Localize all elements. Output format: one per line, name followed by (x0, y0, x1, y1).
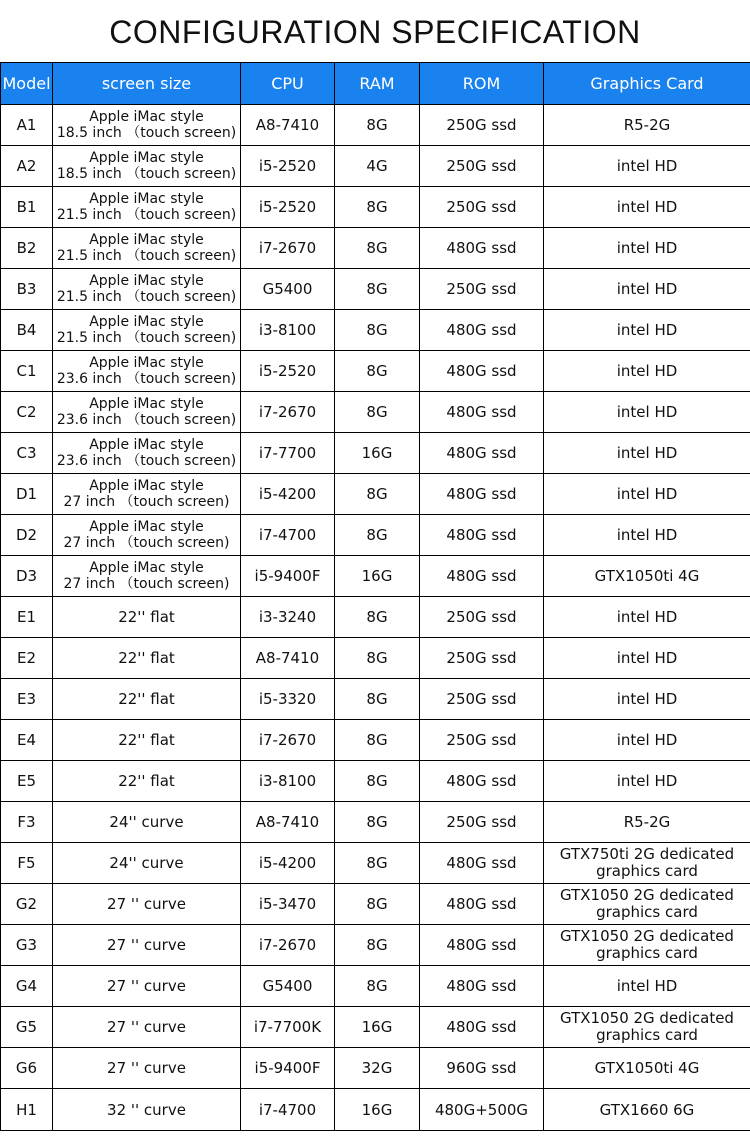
cpu-cell: i5-2520 (241, 187, 335, 228)
graphics-card-cell: intel HD (544, 146, 750, 187)
ram-cell: 8G (335, 884, 420, 925)
model-cell: E5 (1, 761, 53, 802)
model-cell: G2 (1, 884, 53, 925)
model-cell: G6 (1, 1048, 53, 1089)
graphics-card-cell: intel HD (544, 433, 750, 474)
ram-cell: 8G (335, 269, 420, 310)
cpu-cell: A8-7410 (241, 638, 335, 679)
table-body (1, 105, 750, 1131)
graphics-card-cell: intel HD (544, 310, 750, 351)
table-row (1, 310, 750, 351)
screen-size-cell (53, 556, 241, 597)
cpu-cell: A8-7410 (241, 105, 335, 146)
ram-cell: 8G (335, 638, 420, 679)
screen-size-cell (53, 310, 241, 351)
rom-cell: 480G ssd (420, 310, 544, 351)
rom-cell: 480G ssd (420, 884, 544, 925)
screen-size-cell (53, 187, 241, 228)
table-row (1, 433, 750, 474)
screen-size-cell-line: Apple iMac style (89, 560, 204, 576)
screen-size-cell-line: 21.5 inch （touch screen) (56, 207, 237, 223)
screen-size-cell-line: 18.5 inch （touch screen) (56, 166, 237, 182)
table-row (1, 638, 750, 679)
model-cell: D1 (1, 474, 53, 515)
ram-cell: 16G (335, 556, 420, 597)
graphics-card-cell-line: graphics card (596, 944, 698, 962)
ram-cell: 8G (335, 105, 420, 146)
screen-size-cell-line: 23.6 inch （touch screen) (56, 453, 237, 469)
screen-size-cell-line: 21.5 inch （touch screen) (56, 248, 237, 264)
model-cell: C3 (1, 433, 53, 474)
table-row (1, 392, 750, 433)
graphics-card-cell: intel HD (544, 474, 750, 515)
table-row (1, 1007, 750, 1048)
model-cell: F5 (1, 843, 53, 884)
cpu-cell: i3-8100 (241, 310, 335, 351)
cpu-cell: i7-4700 (241, 1089, 335, 1131)
graphics-card-cell-line: GTX1050 2G dedicated (560, 1009, 734, 1027)
table-row (1, 761, 750, 802)
spec-table (0, 62, 750, 1131)
model-cell: A1 (1, 105, 53, 146)
column-header-rom: ROM (420, 63, 544, 105)
screen-size-cell (53, 474, 241, 515)
screen-size-cell-line: Apple iMac style (89, 519, 204, 535)
graphics-card-cell: intel HD (544, 761, 750, 802)
ram-cell: 8G (335, 802, 420, 843)
graphics-card-cell-line: GTX750ti 2G dedicated (559, 845, 735, 863)
screen-size-cell-line: Apple iMac style (89, 355, 204, 371)
graphics-card-cell-line: graphics card (596, 1026, 698, 1044)
ram-cell: 8G (335, 474, 420, 515)
table-row (1, 269, 750, 310)
model-cell: C2 (1, 392, 53, 433)
screen-size-cell: 27 '' curve (53, 884, 241, 925)
table-header (1, 63, 750, 105)
graphics-card-cell (544, 843, 750, 884)
graphics-card-cell-line: graphics card (596, 903, 698, 921)
ram-cell: 8G (335, 310, 420, 351)
rom-cell: 250G ssd (420, 146, 544, 187)
screen-size-cell-line: 18.5 inch （touch screen) (56, 125, 237, 141)
rom-cell: 480G ssd (420, 761, 544, 802)
screen-size-cell: 22'' flat (53, 597, 241, 638)
model-cell: F3 (1, 802, 53, 843)
model-cell: E3 (1, 679, 53, 720)
rom-cell: 250G ssd (420, 269, 544, 310)
cpu-cell: i7-2670 (241, 228, 335, 269)
screen-size-cell (53, 515, 241, 556)
rom-cell: 250G ssd (420, 802, 544, 843)
graphics-card-cell: intel HD (544, 720, 750, 761)
table-row (1, 105, 750, 146)
graphics-card-cell (544, 1007, 750, 1048)
screen-size-cell: 24'' curve (53, 802, 241, 843)
graphics-card-cell: intel HD (544, 392, 750, 433)
graphics-card-cell: GTX1050ti 4G (544, 556, 750, 597)
table-row (1, 884, 750, 925)
screen-size-cell-line: Apple iMac style (89, 150, 204, 166)
ram-cell: 8G (335, 966, 420, 1007)
screen-size-cell (53, 433, 241, 474)
screen-size-cell-line: 27 inch （touch screen) (63, 494, 230, 510)
cpu-cell: A8-7410 (241, 802, 335, 843)
table-row (1, 966, 750, 1007)
graphics-card-cell: R5-2G (544, 802, 750, 843)
rom-cell: 480G ssd (420, 515, 544, 556)
model-cell: E2 (1, 638, 53, 679)
cpu-cell: i7-2670 (241, 720, 335, 761)
table-row (1, 1048, 750, 1089)
cpu-cell: i5-3320 (241, 679, 335, 720)
column-header-model: Model (1, 63, 53, 105)
screen-size-cell (53, 392, 241, 433)
rom-cell: 250G ssd (420, 638, 544, 679)
screen-size-cell-line: 27 inch （touch screen) (63, 576, 230, 592)
rom-cell: 480G ssd (420, 433, 544, 474)
screen-size-cell (53, 351, 241, 392)
screen-size-cell-line: Apple iMac style (89, 314, 204, 330)
graphics-card-cell: intel HD (544, 679, 750, 720)
cpu-cell: i5-9400F (241, 556, 335, 597)
ram-cell: 8G (335, 843, 420, 884)
screen-size-cell (53, 105, 241, 146)
rom-cell: 480G ssd (420, 351, 544, 392)
graphics-card-cell-line: GTX1050 2G dedicated (560, 927, 734, 945)
ram-cell: 8G (335, 720, 420, 761)
column-header-screen-size: screen size (53, 63, 241, 105)
cpu-cell: G5400 (241, 966, 335, 1007)
screen-size-cell-line: Apple iMac style (89, 273, 204, 289)
graphics-card-cell: intel HD (544, 638, 750, 679)
cpu-cell: i5-4200 (241, 474, 335, 515)
rom-cell: 480G ssd (420, 843, 544, 884)
rom-cell: 250G ssd (420, 720, 544, 761)
model-cell: D2 (1, 515, 53, 556)
ram-cell: 32G (335, 1048, 420, 1089)
cpu-cell: i5-4200 (241, 843, 335, 884)
table-row (1, 597, 750, 638)
screen-size-cell: 27 '' curve (53, 1048, 241, 1089)
screen-size-cell-line: Apple iMac style (89, 232, 204, 248)
model-cell: C1 (1, 351, 53, 392)
table-row (1, 228, 750, 269)
cpu-cell: i7-2670 (241, 392, 335, 433)
model-cell: D3 (1, 556, 53, 597)
header-row (1, 63, 750, 105)
cpu-cell: i5-3470 (241, 884, 335, 925)
table-row (1, 1089, 750, 1131)
graphics-card-cell: intel HD (544, 187, 750, 228)
table-row (1, 843, 750, 884)
ram-cell: 8G (335, 925, 420, 966)
graphics-card-cell: intel HD (544, 228, 750, 269)
screen-size-cell-line: Apple iMac style (89, 396, 204, 412)
ram-cell: 8G (335, 392, 420, 433)
graphics-card-cell: R5-2G (544, 105, 750, 146)
cpu-cell: i5-2520 (241, 351, 335, 392)
rom-cell: 480G+500G (420, 1089, 544, 1131)
ram-cell: 4G (335, 146, 420, 187)
screen-size-cell: 22'' flat (53, 679, 241, 720)
cpu-cell: i7-7700 (241, 433, 335, 474)
ram-cell: 8G (335, 597, 420, 638)
ram-cell: 8G (335, 679, 420, 720)
graphics-card-cell: intel HD (544, 351, 750, 392)
table-row (1, 720, 750, 761)
rom-cell: 480G ssd (420, 228, 544, 269)
cpu-cell: i3-8100 (241, 761, 335, 802)
model-cell: B1 (1, 187, 53, 228)
screen-size-cell-line: Apple iMac style (89, 191, 204, 207)
graphics-card-cell: intel HD (544, 597, 750, 638)
cpu-cell: i3-3240 (241, 597, 335, 638)
cpu-cell: i5-2520 (241, 146, 335, 187)
graphics-card-cell (544, 884, 750, 925)
table-row (1, 351, 750, 392)
rom-cell: 250G ssd (420, 597, 544, 638)
model-cell: B2 (1, 228, 53, 269)
cpu-cell: i7-7700K (241, 1007, 335, 1048)
screen-size-cell: 22'' flat (53, 638, 241, 679)
rom-cell: 480G ssd (420, 966, 544, 1007)
rom-cell: 250G ssd (420, 187, 544, 228)
rom-cell: 960G ssd (420, 1048, 544, 1089)
column-header-graphics-card: Graphics Card (544, 63, 750, 105)
table-row (1, 474, 750, 515)
table-row (1, 146, 750, 187)
cpu-cell: i5-9400F (241, 1048, 335, 1089)
screen-size-cell: 22'' flat (53, 720, 241, 761)
rom-cell: 250G ssd (420, 679, 544, 720)
rom-cell: 480G ssd (420, 392, 544, 433)
table-row (1, 925, 750, 966)
table-row (1, 556, 750, 597)
model-cell: H1 (1, 1089, 53, 1131)
screen-size-cell-line: 23.6 inch （touch screen) (56, 412, 237, 428)
graphics-card-cell: GTX1050ti 4G (544, 1048, 750, 1089)
ram-cell: 16G (335, 1089, 420, 1131)
model-cell: E1 (1, 597, 53, 638)
screen-size-cell-line: 27 inch （touch screen) (63, 535, 230, 551)
model-cell: B3 (1, 269, 53, 310)
screen-size-cell (53, 269, 241, 310)
cpu-cell: i7-2670 (241, 925, 335, 966)
screen-size-cell: 22'' flat (53, 761, 241, 802)
ram-cell: 8G (335, 761, 420, 802)
graphics-card-cell-line: graphics card (596, 862, 698, 880)
model-cell: G4 (1, 966, 53, 1007)
graphics-card-cell: GTX1660 6G (544, 1089, 750, 1131)
screen-size-cell: 24'' curve (53, 843, 241, 884)
screen-size-cell-line: 23.6 inch （touch screen) (56, 371, 237, 387)
model-cell: G3 (1, 925, 53, 966)
model-cell: E4 (1, 720, 53, 761)
rom-cell: 480G ssd (420, 925, 544, 966)
rom-cell: 480G ssd (420, 556, 544, 597)
table-row (1, 515, 750, 556)
ram-cell: 8G (335, 228, 420, 269)
screen-size-cell-line: Apple iMac style (89, 437, 204, 453)
graphics-card-cell-line: GTX1050 2G dedicated (560, 886, 734, 904)
screen-size-cell: 27 '' curve (53, 1007, 241, 1048)
screen-size-cell-line: 21.5 inch （touch screen) (56, 289, 237, 305)
model-cell: A2 (1, 146, 53, 187)
rom-cell: 480G ssd (420, 474, 544, 515)
graphics-card-cell: intel HD (544, 515, 750, 556)
ram-cell: 8G (335, 351, 420, 392)
graphics-card-cell (544, 925, 750, 966)
table-row (1, 187, 750, 228)
model-cell: G5 (1, 1007, 53, 1048)
rom-cell: 480G ssd (420, 1007, 544, 1048)
screen-size-cell: 27 '' curve (53, 966, 241, 1007)
page-title: CONFIGURATION SPECIFICATION (109, 14, 641, 50)
graphics-card-cell: intel HD (544, 269, 750, 310)
ram-cell: 8G (335, 515, 420, 556)
screen-size-cell: 27 '' curve (53, 925, 241, 966)
cpu-cell: i7-4700 (241, 515, 335, 556)
table-row (1, 802, 750, 843)
screen-size-cell (53, 228, 241, 269)
column-header-ram: RAM (335, 63, 420, 105)
ram-cell: 8G (335, 187, 420, 228)
column-header-cpu: CPU (241, 63, 335, 105)
screen-size-cell-line: Apple iMac style (89, 109, 204, 125)
table-row (1, 679, 750, 720)
rom-cell: 250G ssd (420, 105, 544, 146)
graphics-card-cell: intel HD (544, 966, 750, 1007)
screen-size-cell (53, 146, 241, 187)
screen-size-cell-line: 21.5 inch （touch screen) (56, 330, 237, 346)
cpu-cell: G5400 (241, 269, 335, 310)
ram-cell: 16G (335, 1007, 420, 1048)
model-cell: B4 (1, 310, 53, 351)
ram-cell: 16G (335, 433, 420, 474)
screen-size-cell: 32 '' curve (53, 1089, 241, 1131)
screen-size-cell-line: Apple iMac style (89, 478, 204, 494)
